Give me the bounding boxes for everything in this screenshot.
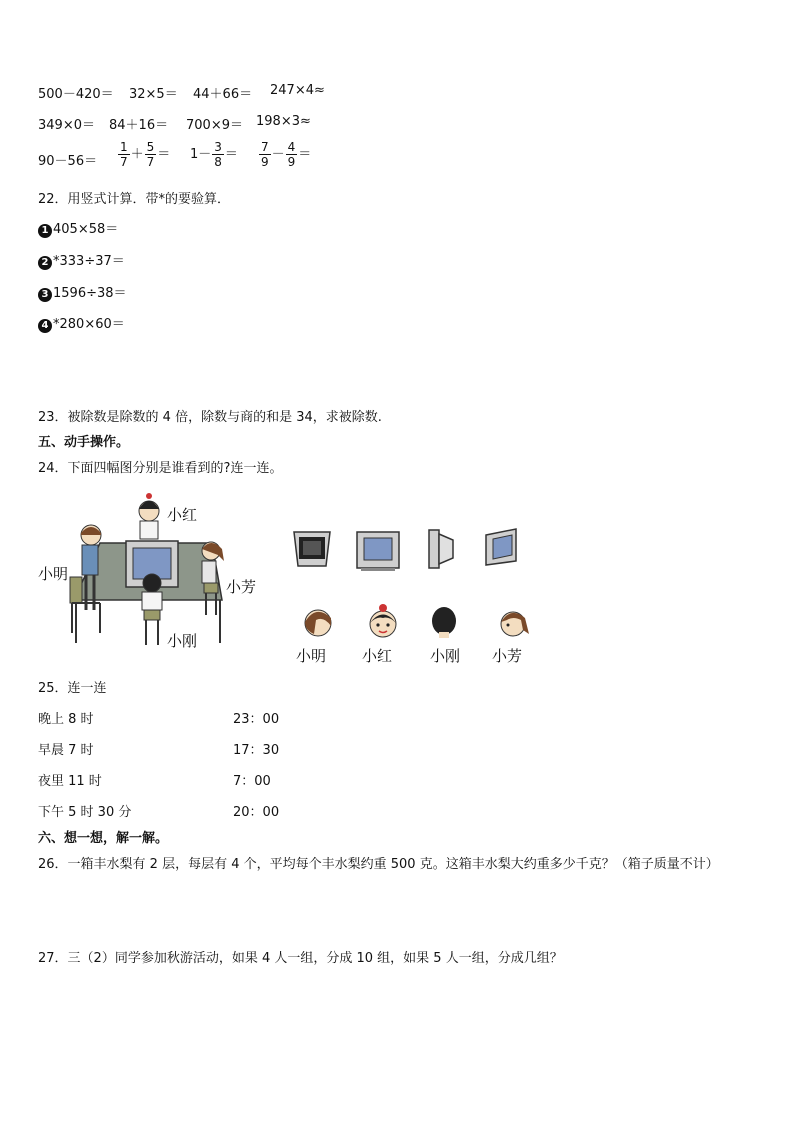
section-5-heading: 五、动手操作。 [38,435,130,450]
xiaohong-figure [139,493,159,539]
xiaogang-head-icon [430,604,458,640]
oral-expr: 349×0＝ [38,118,95,133]
oral-expr: 44＋66＝ [193,87,253,102]
q25-left-item: 夜里 11 时 [38,774,102,789]
fraction-expr: $\frac{7}{9}$ － $\frac{4}{9}$ ＝ [261,140,312,169]
scene-label-xiaogang: 小刚 [167,632,198,650]
oral-expr: 84＋16＝ [109,118,169,133]
fraction-expr: 1－ $\frac{3}{8}$ ＝ [190,140,238,169]
head-label: 小芳 [492,647,523,665]
head-label: 小红 [362,647,393,665]
xiaofang-head-icon [497,604,531,642]
q25-right-item: 23：00 [233,712,280,727]
head-label: 小刚 [430,647,461,665]
scene-label-xiaoming: 小明 [38,565,69,583]
monitor-view-2 [355,530,401,572]
oral-expr: 32×5＝ [129,87,178,102]
fraction: $\frac{4}{9}$ [287,140,296,169]
fraction: $\frac{7}{9}$ [261,140,269,169]
q25-right-item: 7：00 [233,774,271,789]
q25-left-item: 下午 5 时 30 分 [38,805,132,820]
circled-number: 3 [38,288,52,302]
question-26-title: 26．一箱丰水梨有 2 层，每层有 4 个，平均每个丰水梨约重 500 克。这箱丰水梨大约重多少千克？（箱子质量不计） [38,857,719,872]
fraction: $\frac{3}{8}$ [214,140,222,169]
q25-left-item: 晚上 8 时 [38,712,94,727]
question-25-title: 25．连一连 [38,681,107,696]
q22-item-2: 2 *333÷37＝ [38,250,125,270]
q22-item-4: 4 *280×60＝ [38,313,125,333]
monitor-view-3 [427,528,457,570]
q25-right-item: 20：00 [233,805,280,820]
oral-expr: 700×9＝ [186,118,243,133]
q22-item-3: 3 1596÷38＝ [38,282,127,302]
circled-number: 4 [38,319,52,333]
scene-label-xiaofang: 小芳 [226,578,257,596]
scene-label-xiaohong: 小红 [167,506,198,524]
monitor-view-4 [482,527,520,569]
section-6-heading: 六、想一想，解一解。 [38,831,169,846]
xiaoming-head-icon [302,604,334,640]
question-27-title: 27．三（2）同学参加秋游活动，如果 4 人一组，分成 10 组，如果 5 人一组，分成几组？ [38,951,563,966]
head-label: 小明 [296,647,327,665]
oral-expr: 198×3≈ [256,114,311,129]
scene-illustration [36,485,266,655]
xiaohong-head-icon [367,602,399,640]
circled-number: 2 [38,256,52,270]
question-22-title: 22．用竖式计算．带*的要验算． [38,192,231,207]
oral-expr: 500－420＝ [38,87,114,102]
circled-number: 1 [38,224,52,238]
q25-right-item: 17：30 [233,743,280,758]
question-23-title: 23．被除数是除数的 4 倍，除数与商的和是 34，求被除数. [38,410,382,425]
fraction-expr: $\frac{1}{7}$ ＋ $\frac{5}{7}$ ＝ [120,140,171,169]
question-24-title: 24．下面四幅图分别是谁看到的?连一连。 [38,461,283,476]
xiaogang-figure [142,574,162,645]
q22-item-1: 1 405×58＝ [38,218,118,238]
fraction: $\frac{5}{7}$ [146,140,155,169]
fraction: $\frac{1}{7}$ [120,140,128,169]
oral-expr: 90－56＝ [38,154,98,169]
monitor-view-1 [292,530,332,568]
oral-expr: 247×4≈ [270,83,325,98]
q25-left-item: 早晨 7 时 [38,743,94,758]
